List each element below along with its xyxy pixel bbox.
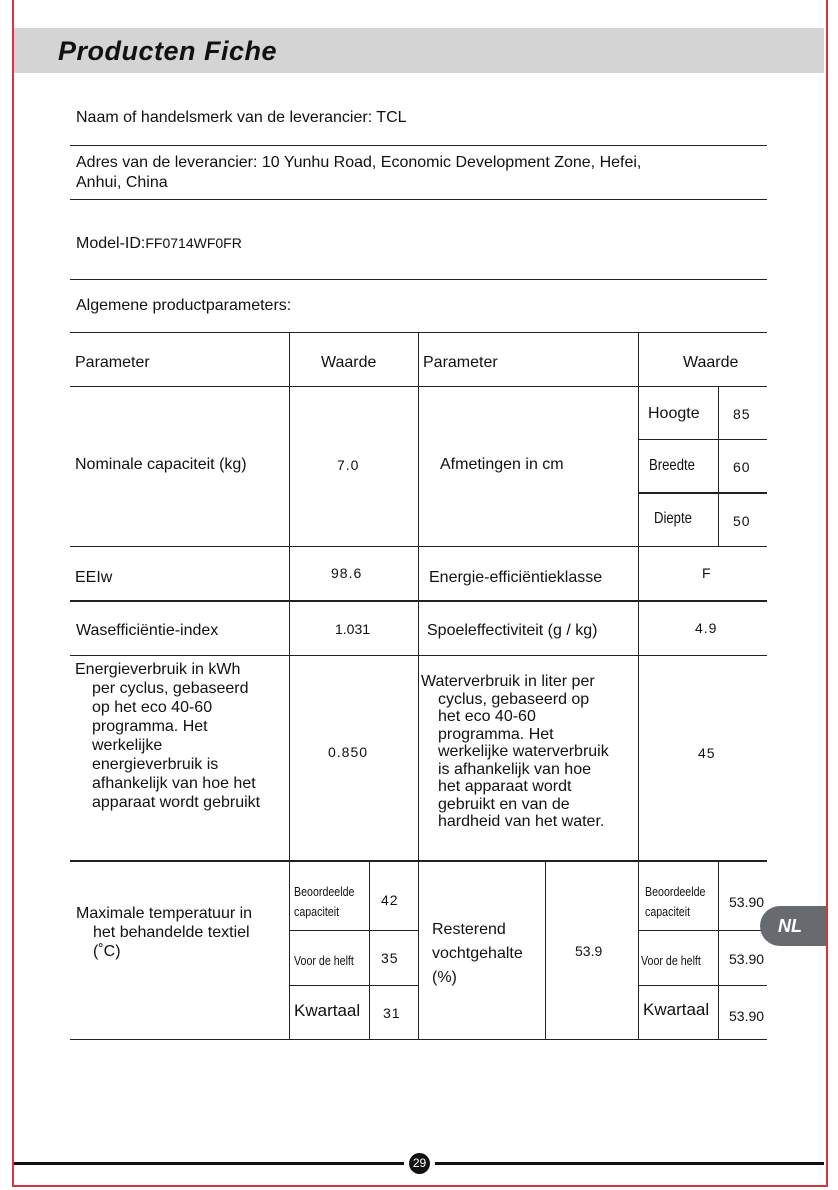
divider — [638, 930, 767, 931]
footer-rule — [14, 1162, 404, 1165]
temp-half-label: Voor de helft — [294, 953, 354, 968]
capacity-value: 7.0 — [337, 457, 360, 473]
page-number: 29 — [409, 1153, 430, 1174]
divider — [70, 279, 767, 280]
depth-label: Diepte — [654, 510, 692, 527]
temp-rated-value: 42 — [381, 892, 399, 908]
moist-rated-value: 53.90 — [729, 894, 765, 910]
header-value-2: Waarde — [683, 354, 739, 371]
rinse-label: Spoeleffectiviteit (g / kg) — [427, 622, 598, 639]
rinse-value: 4.9 — [695, 620, 718, 636]
divider — [638, 439, 767, 440]
divider — [70, 145, 767, 146]
wash-label: Wasefficiëntie-index — [76, 622, 219, 639]
moist-half-label: Voor de helft — [641, 953, 701, 968]
depth-value: 50 — [733, 513, 751, 529]
temp-quarter-label: Kwartaal — [294, 1001, 361, 1020]
temp-rated-label: Beoordeelde capaciteit — [294, 884, 355, 919]
temp-half-value: 35 — [381, 950, 399, 966]
page-title: Producten Fiche — [58, 36, 278, 66]
moist-quarter-value: 53.90 — [729, 1008, 765, 1024]
wash-value: 1.031 — [335, 621, 371, 637]
water-value: 45 — [698, 745, 716, 761]
divider — [289, 985, 418, 986]
dimensions-label: Afmetingen in cm — [440, 456, 564, 473]
divider — [289, 332, 290, 1039]
moisture-value: 53.9 — [575, 943, 603, 959]
divider — [70, 1039, 767, 1040]
divider — [638, 985, 767, 986]
moist-quarter-label: Kwartaal — [643, 1000, 710, 1019]
header-parameter: Parameter — [75, 354, 150, 371]
footer-rule — [435, 1162, 824, 1165]
eeiw-label: EEIw — [75, 569, 113, 586]
model-value: FF0714WF0FR — [145, 235, 242, 251]
supplier-address: Adres van de leverancier: 10 Yunhu Road, Economic Development Zone, Hefei, — [76, 154, 642, 171]
height-value: 85 — [733, 406, 751, 422]
width-label: Breedte — [649, 457, 695, 474]
moisture-label: Resterend vochtgehalte (%) — [432, 921, 523, 986]
class-value: F — [702, 565, 712, 581]
energy-label: Energieverbruik in kWh per cyclus, gebaseerd op het eco 40-60 programma. Het werkelijke energieverbruik is afhankelijk van hoe het apparaat wordt gebruikt — [75, 661, 261, 811]
eeiw-value: 98.6 — [331, 565, 363, 581]
moist-half-value: 53.90 — [729, 951, 765, 967]
width-value: 60 — [733, 459, 751, 475]
model-label: Model-ID: — [76, 235, 146, 252]
divider — [70, 199, 767, 200]
moist-rated-label: Beoordeelde capaciteit — [645, 884, 706, 919]
height-label: Hoogte — [648, 405, 700, 422]
temperature-label: Maximale temperatuur in het behandelde textiel (˚C) — [76, 905, 253, 960]
language-tab: NL — [760, 906, 826, 946]
water-label: Waterverbruik in liter per cyclus, gebaseerd op het eco 40-60 programma. Het werkelijke waterverbruik is afhankelijk van hoe het apparaat wordt gebruikt en van de hardheid van het water. — [421, 673, 609, 830]
general-heading: Algemene productparameters: — [76, 297, 292, 314]
header-value: Waarde — [321, 354, 377, 371]
capacity-label: Nominale capaciteit (kg) — [75, 456, 247, 473]
divider — [638, 492, 767, 494]
energy-value: 0.850 — [328, 744, 369, 760]
divider — [369, 861, 370, 1039]
divider — [638, 332, 639, 1039]
divider — [718, 386, 719, 546]
temp-quarter-value: 31 — [383, 1005, 401, 1021]
supplier-name: Naam of handelsmerk van de leverancier: TCL — [76, 109, 407, 126]
divider — [418, 332, 419, 1039]
header-parameter-2: Parameter — [423, 354, 498, 371]
divider — [718, 861, 719, 1039]
divider — [289, 930, 418, 931]
class-label: Energie-efficiëntieklasse — [429, 569, 603, 586]
supplier-address-2: Anhui, China — [76, 174, 168, 191]
divider — [545, 861, 546, 1039]
